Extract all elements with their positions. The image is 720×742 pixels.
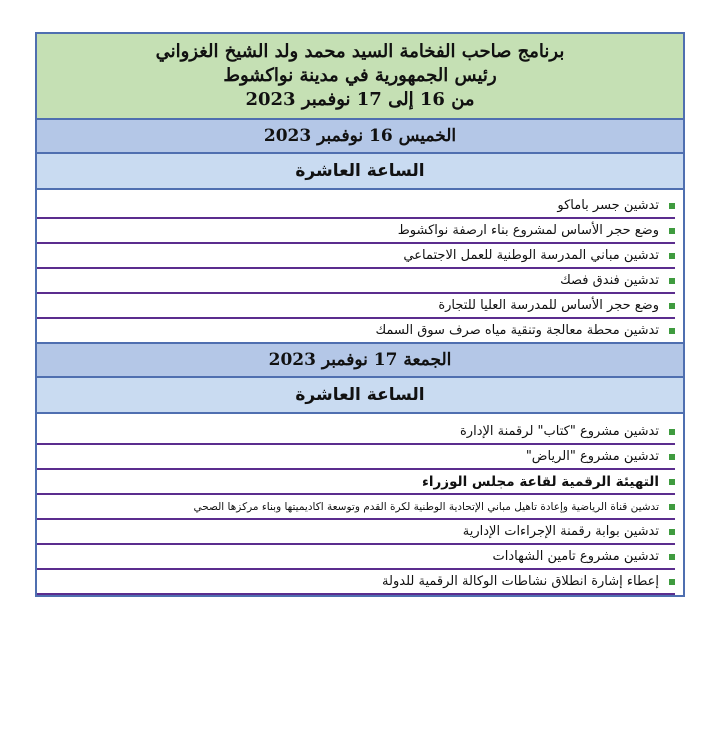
agenda-item-label: إعطاء إشارة انطلاق نشاطات الوكالة الرقمية للدولة bbox=[382, 574, 659, 589]
agenda-item-label: تدشين مشروع "الرياض" bbox=[525, 449, 659, 464]
program-document bbox=[35, 32, 685, 597]
program-dates: من 16 إلى 17 نوفمبر 2023 bbox=[245, 89, 475, 110]
agenda-item bbox=[37, 495, 675, 520]
day-header-friday: الجمعة 17 نوفمبر 2023 bbox=[37, 342, 683, 378]
green-square-bullet-icon bbox=[669, 303, 675, 309]
time-header-friday: الساعة العاشرة bbox=[37, 378, 683, 414]
agenda-item-label: التهيئة الرقمية لقاعة مجلس الوزراء bbox=[422, 473, 659, 490]
agenda-item bbox=[37, 470, 675, 495]
green-square-bullet-icon bbox=[669, 504, 675, 510]
agenda-list-thursday bbox=[37, 190, 683, 342]
agenda-item-label: وضع حجر الأساس لمشروع بناء ارصفة نواكشوط bbox=[397, 223, 659, 238]
day-header-thursday: الخميس 16 نوفمبر 2023 bbox=[37, 120, 683, 154]
green-square-bullet-icon bbox=[669, 529, 675, 535]
green-square-bullet-icon bbox=[669, 579, 675, 585]
program-title: برنامج صاحب الفخامة السيد محمد ولد الشيخ الغزواني bbox=[155, 41, 565, 62]
agenda-item bbox=[37, 545, 675, 570]
agenda-item bbox=[37, 194, 675, 219]
green-square-bullet-icon bbox=[669, 454, 675, 460]
agenda-item-label: تدشين جسر باماكو bbox=[557, 198, 659, 213]
agenda-item bbox=[37, 420, 675, 445]
agenda-item-label: تدشين فندق فصك bbox=[560, 273, 659, 288]
program-subtitle: رئيس الجمهورية في مدينة نواكشوط bbox=[223, 65, 497, 86]
green-square-bullet-icon bbox=[669, 278, 675, 284]
agenda-item bbox=[37, 520, 675, 545]
agenda-item bbox=[37, 570, 675, 595]
green-square-bullet-icon bbox=[669, 429, 675, 435]
agenda-item bbox=[37, 269, 675, 294]
agenda-item bbox=[37, 244, 675, 269]
green-square-bullet-icon bbox=[669, 479, 675, 485]
green-square-bullet-icon bbox=[669, 228, 675, 234]
agenda-item-label: تدشين مشروع "كتاب" لرقمنة الإدارة bbox=[460, 424, 659, 439]
agenda-item-label: تدشين محطة معالجة وتنقية مياه صرف سوق السمك bbox=[375, 323, 659, 338]
green-square-bullet-icon bbox=[669, 253, 675, 259]
green-square-bullet-icon bbox=[669, 328, 675, 334]
agenda-item bbox=[37, 294, 675, 319]
agenda-item-label: وضع حجر الأساس للمدرسة العليا للتجارة bbox=[438, 298, 659, 313]
agenda-item-label: تدشين مباني المدرسة الوطنية للعمل الاجتماعي bbox=[403, 248, 659, 263]
agenda-item-label: تدشين مشروع تامين الشهادات bbox=[492, 549, 659, 564]
time-header-thursday: الساعة العاشرة bbox=[37, 154, 683, 190]
agenda-item-label: تدشين بوابة رقمنة الإجراءات الإدارية bbox=[462, 524, 659, 539]
green-square-bullet-icon bbox=[669, 554, 675, 560]
agenda-item-label: تدشين قناة الرياضية وإعادة تاهيل مباني الإتحادية الوطنية لكرة القدم وتوسعة اكاديميتها وبناء مركزها الصحي bbox=[193, 500, 659, 513]
agenda-list-friday bbox=[37, 414, 683, 595]
green-square-bullet-icon bbox=[669, 203, 675, 209]
agenda-item bbox=[37, 319, 675, 342]
program-title-block bbox=[37, 34, 683, 120]
agenda-item bbox=[37, 445, 675, 470]
agenda-item bbox=[37, 219, 675, 244]
